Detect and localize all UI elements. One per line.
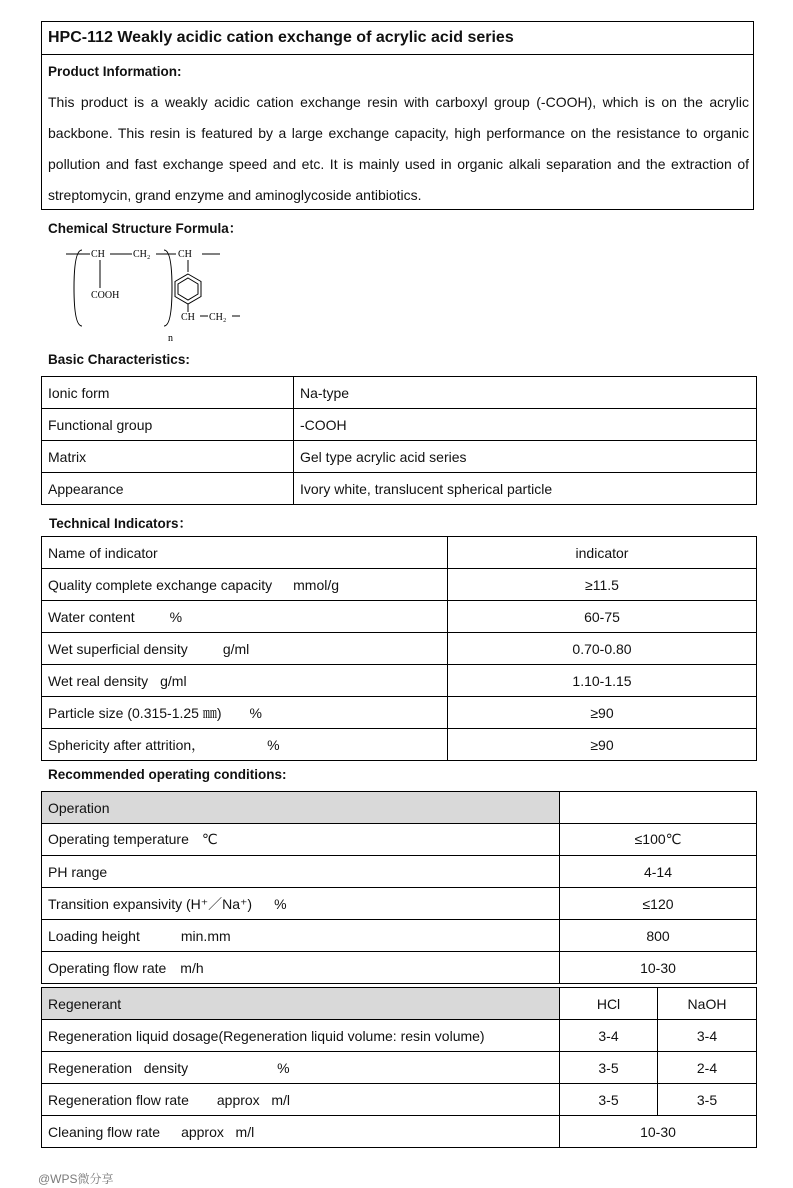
table-row	[42, 888, 757, 920]
ch2-group: CH₂	[133, 249, 151, 260]
operation-value: 10-30	[560, 952, 757, 984]
technical-label: Technical Indicators：	[49, 516, 193, 531]
left-bracket	[74, 250, 82, 326]
operation-value: ≤100℃	[560, 824, 757, 856]
operation-unit: ℃	[201, 831, 218, 847]
table-row	[42, 569, 757, 601]
indicator-name: Quality complete exchange capacity mmol/g	[42, 569, 448, 601]
header-hcl: HCl	[560, 988, 658, 1020]
header-operation: Operation	[42, 792, 560, 824]
naoh-value: 3-4	[658, 1020, 757, 1052]
table-header-row	[42, 792, 757, 824]
wps-watermark	[38, 1170, 114, 1187]
indicator-unit: %	[267, 736, 280, 753]
header-blank	[560, 792, 757, 824]
basic-key: Appearance	[42, 473, 294, 505]
table-row	[42, 1020, 757, 1052]
header-name-of-indicator: Name of indicator	[42, 537, 448, 569]
header-regenerant: Regenerant	[42, 988, 560, 1020]
table-row	[42, 377, 757, 409]
ch2-group-2: CH₂	[209, 312, 227, 323]
regenerant-name: Cleaning flow rate approx m/l	[42, 1116, 560, 1148]
indicator-value: ≥11.5	[448, 569, 757, 601]
hcl-value: 3-4	[560, 1020, 658, 1052]
operation-value: 4-14	[560, 856, 757, 888]
technical-table	[41, 536, 757, 761]
indicator-value: ≥90	[448, 697, 757, 729]
header-indicator: indicator	[448, 537, 757, 569]
indicator-name: Sphericity after attrition， %	[42, 729, 448, 761]
basic-value: -COOH	[294, 409, 757, 441]
operation-name: Transition expansivity (H⁺／Na⁺) %	[42, 888, 560, 920]
indicator-value: 0.70-0.80	[448, 633, 757, 665]
operating-label: Recommended operating conditions:	[48, 767, 287, 782]
table-row	[42, 1052, 757, 1084]
indicator-unit: %	[249, 704, 262, 721]
operating-table	[41, 791, 757, 984]
operation-name: Operating temperature ℃	[42, 824, 560, 856]
ch-group-1: CH	[91, 249, 105, 260]
operation-name: Loading height min.mm	[42, 920, 560, 952]
basic-value: Na-type	[294, 377, 757, 409]
product-info-text: This product is a weakly acidic cation exchange resin with carboxyl group (-COOH), which is on the acrylic backbone. This resin is featured by a large exchange capacity, high performance on the resistance to organic pollution and fast exchange speed and etc. It is mainly used in organic alkali separation and the extraction of streptomycin, grand enzyme and aminoglycoside antibiotics.	[48, 94, 749, 203]
hcl-value: 3-5	[560, 1052, 658, 1084]
right-bracket	[164, 250, 172, 326]
table-row	[42, 952, 757, 984]
product-title: HPC-112 Weakly acidic cation exchange of acrylic acid series	[42, 22, 753, 55]
table-header-row	[42, 537, 757, 569]
indicator-unit: g/ml	[222, 640, 250, 657]
cooh-group: COOH	[91, 290, 120, 301]
cleaning-value: 10-30	[560, 1116, 757, 1148]
product-info-box	[41, 21, 754, 210]
table-row	[42, 729, 757, 761]
indicator-unit: %	[169, 608, 183, 625]
indicator-name: Water content %	[42, 601, 448, 633]
table-row	[42, 601, 757, 633]
naoh-value: 2-4	[658, 1052, 757, 1084]
table-row	[42, 409, 757, 441]
ch-group-2: CH	[178, 249, 192, 260]
basic-key: Matrix	[42, 441, 294, 473]
table-row	[42, 856, 757, 888]
operation-value: ≤120	[560, 888, 757, 920]
watermark-text: @WPS微分享	[38, 1172, 114, 1186]
basic-table	[41, 376, 757, 505]
table-row	[42, 697, 757, 729]
operation-unit: m/h	[180, 959, 204, 976]
naoh-value: 3-5	[658, 1084, 757, 1116]
header-naoh: NaOH	[658, 988, 757, 1020]
regenerant-name: Regeneration liquid dosage(Regeneration liquid volume: resin volume)	[42, 1020, 560, 1052]
indicator-value: 60-75	[448, 601, 757, 633]
hcl-value: 3-5	[560, 1084, 658, 1116]
operation-name: PH range	[42, 856, 560, 888]
operation-unit: min.mm	[180, 927, 231, 944]
product-info-label: Product Information:	[48, 64, 182, 79]
table-header-row	[42, 988, 757, 1020]
indicator-value: ≥90	[448, 729, 757, 761]
regenerant-name: Regeneration flow rate approx m/l	[42, 1084, 560, 1116]
indicator-unit: g/ml	[160, 672, 187, 689]
regenerant-table	[41, 987, 757, 1148]
indicator-name: Particle size (0.315-1.25 ㎜) %	[42, 697, 448, 729]
regenerant-unit: approx m/l	[181, 1123, 255, 1140]
indicator-name: Wet superficial density g/ml	[42, 633, 448, 665]
table-row	[42, 665, 757, 697]
repeat-n: n	[168, 333, 173, 344]
table-row	[42, 473, 757, 505]
indicator-unit: mmol/g	[293, 576, 340, 593]
indicator-value: 1.10-1.15	[448, 665, 757, 697]
structure-label: Chemical Structure Formula：	[48, 221, 243, 236]
ch-group-3: CH	[181, 312, 195, 323]
regenerant-unit: %	[277, 1059, 290, 1076]
indicator-name: Wet real density g/ml	[42, 665, 448, 697]
basic-label: Basic Characteristics:	[48, 352, 190, 367]
table-row	[42, 1084, 757, 1116]
table-row	[42, 441, 757, 473]
table-row	[42, 633, 757, 665]
regenerant-name: Regeneration density %	[42, 1052, 560, 1084]
operation-value: 800	[560, 920, 757, 952]
table-row	[42, 1116, 757, 1148]
basic-value: Gel type acrylic acid series	[294, 441, 757, 473]
chemical-structure-diagram	[60, 238, 260, 348]
operation-unit: %	[274, 895, 287, 912]
basic-key: Functional group	[42, 409, 294, 441]
regenerant-unit: approx m/l	[216, 1091, 291, 1108]
table-row	[42, 824, 757, 856]
operation-name: Operating flow rate m/h	[42, 952, 560, 984]
table-row	[42, 920, 757, 952]
basic-key: Ionic form	[42, 377, 294, 409]
basic-value: Ivory white, translucent spherical particle	[294, 473, 757, 505]
